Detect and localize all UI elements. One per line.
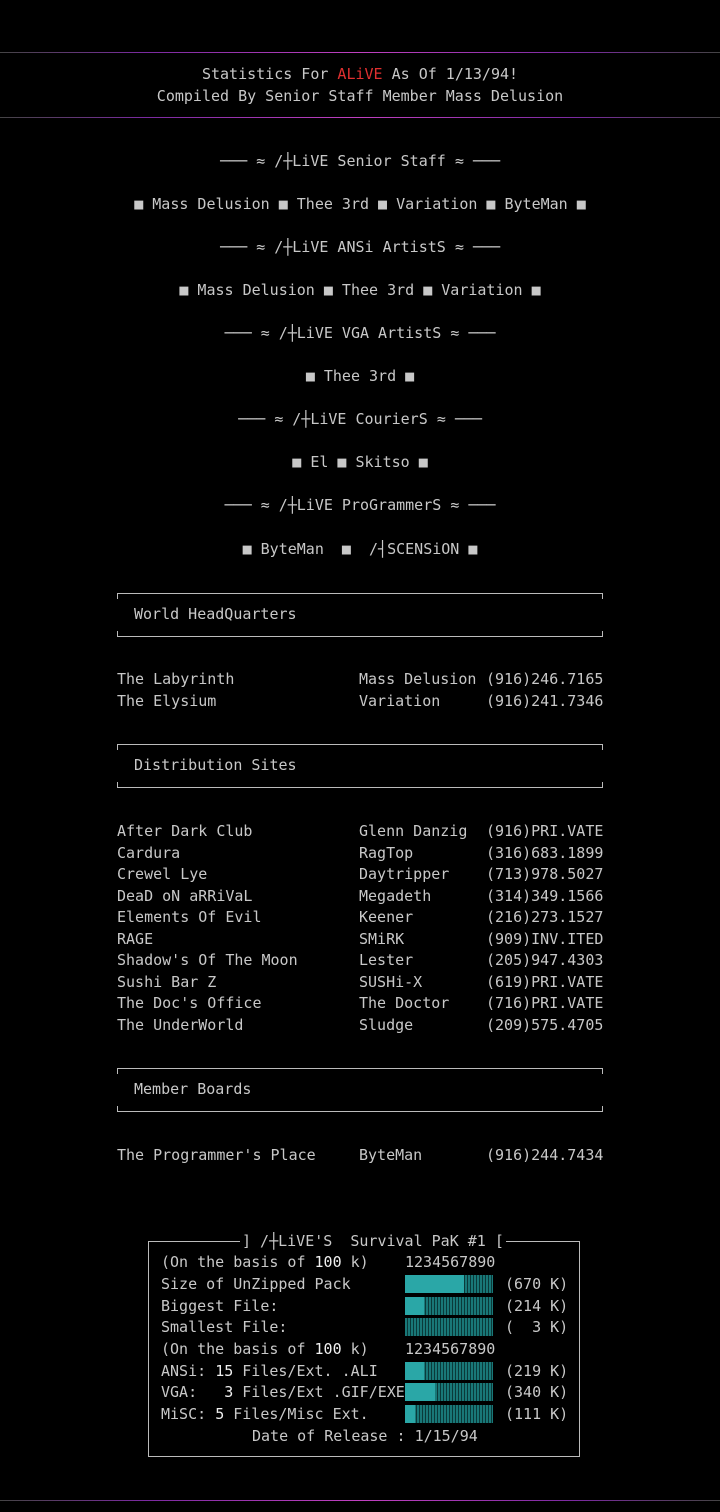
rule-tick (602, 593, 603, 599)
rule-tick (117, 1106, 118, 1112)
list-item (117, 907, 607, 928)
rule-tick (602, 1068, 603, 1074)
group-members-senior-staff: ■ Mass Delusion ■ Thee 3rd ■ Variation ■ ByteMan ■ (134, 195, 586, 213)
member-top-rule (117, 1068, 603, 1069)
rule-tick (117, 782, 118, 788)
board-name: DeaD oN aRRiVaL (117, 887, 253, 905)
top-divider (0, 52, 720, 53)
rule-tick (602, 782, 603, 788)
bottom-divider (0, 1500, 720, 1501)
sysop-name: RagTop (359, 844, 414, 862)
sysop-name: Variation (359, 692, 441, 710)
rule-tick (117, 593, 118, 599)
board-name: Crewel Lye (117, 865, 208, 883)
board-name: After Dark Club (117, 822, 253, 840)
type-bar-fill (405, 1383, 435, 1401)
list-item (117, 886, 607, 907)
sysop-name: Mass Delusion (359, 670, 477, 688)
pak-misc-value: (111 K) (505, 1405, 569, 1423)
phone-number: (314)349.1566 (486, 887, 604, 905)
phone-number: (916)241.7346 (486, 692, 604, 710)
board-name: Elements Of Evil (117, 908, 262, 926)
phone-number: (909)INV.ITED (486, 930, 604, 948)
rule-tick (602, 1106, 603, 1112)
size-bar-track (405, 1318, 493, 1336)
list-item (117, 669, 607, 690)
phone-number: (205)947.4303 (486, 951, 604, 969)
phone-number: (619)PRI.VATE (486, 973, 604, 991)
rule-tick (117, 1068, 118, 1074)
board-name: Cardura (117, 844, 181, 862)
list-item (117, 929, 607, 950)
pak-vga-value: (340 K) (505, 1383, 569, 1401)
type-bar-track (405, 1405, 493, 1423)
pak-release: Date of Release : 1/15/94 (252, 1427, 478, 1445)
dist-top-rule (117, 744, 603, 745)
phone-number: (716)PRI.VATE (486, 994, 604, 1012)
whq-bottom-rule (117, 636, 603, 637)
phone-number: (916)244.7434 (486, 1146, 604, 1164)
sysop-name: Keener (359, 908, 414, 926)
list-item (117, 972, 607, 993)
board-name: The Programmer's Place (117, 1146, 316, 1164)
sysop-name: Lester (359, 951, 414, 969)
section-title-whq: World HeadQuarters (134, 605, 297, 623)
pak-basis-line-1: (On the basis of 100 k) (161, 1253, 369, 1271)
group-members-programmers: ■ ByteMan ■ /┤SCENSiON ■ (242, 540, 478, 558)
board-name: The Doc's Office (117, 994, 262, 1012)
phone-number: (916)PRI.VATE (486, 822, 604, 840)
pak-ansi-label: ANSi: 15 Files/Ext. .ALI (161, 1362, 378, 1380)
sysop-name: Sludge (359, 1016, 414, 1034)
list-item (117, 1015, 607, 1036)
section-title-member: Member Boards (134, 1080, 252, 1098)
board-name: The UnderWorld (117, 1016, 244, 1034)
type-bar-fill (405, 1405, 415, 1423)
rule-tick (602, 631, 603, 637)
sysop-name: SUSHi-X (359, 973, 423, 991)
rule-tick (117, 631, 118, 637)
pak-biggest-label: Biggest File: (161, 1297, 279, 1315)
board-name: RAGE (117, 930, 154, 948)
group-title-programmers: ─── ≈ /┼LiVE ProGrammerS ≈ ─── (224, 496, 496, 514)
pak-smallest-label: Smallest File: (161, 1318, 288, 1336)
pak-size-label: Size of UnZipped Pack (161, 1275, 351, 1293)
phone-number: (916)246.7165 (486, 670, 604, 688)
rule-tick (117, 744, 118, 750)
sysop-name: ByteMan (359, 1146, 423, 1164)
board-name: The Labyrinth (117, 670, 235, 688)
board-name: Sushi Bar Z (117, 973, 217, 991)
pak-misc-label: MiSC: 5 Files/Misc Ext. (161, 1405, 369, 1423)
board-name: Shadow's Of The Moon (117, 951, 298, 969)
whq-top-rule (117, 593, 603, 594)
board-name: The Elysium (117, 692, 217, 710)
list-item (117, 950, 607, 971)
group-title-senior-staff: ─── ≈ /┼LiVE Senior Staff ≈ ─── (220, 152, 500, 170)
pak-basis-line-2: (On the basis of 100 k) (161, 1340, 369, 1358)
list-item (117, 843, 607, 864)
sysop-name: Glenn Danzig (359, 822, 468, 840)
sysop-name: SMiRK (359, 930, 405, 948)
sysop-name: Daytripper (359, 865, 450, 883)
phone-number: (216)273.1527 (486, 908, 604, 926)
pak-size-value: (670 K) (505, 1275, 569, 1293)
pak-title: ] /┼LiVE'S Survival PaK #1 [ (242, 1232, 504, 1250)
pak-ansi-value: (219 K) (505, 1362, 569, 1380)
list-item (117, 993, 607, 1014)
header-bottom-divider (0, 117, 720, 118)
sysop-name: The Doctor (359, 994, 450, 1012)
group-title-vga-artists: ─── ≈ /┼LiVE VGA ArtistS ≈ ─── (224, 324, 496, 342)
pak-vga-label: VGA: 3 Files/Ext .GIF/EXE (161, 1383, 405, 1401)
header-line-1: Statistics For ALiVE As Of 1/13/94! (201, 65, 519, 83)
pak-smallest-value: ( 3 K) (505, 1318, 569, 1336)
group-title-ansi-artists: ─── ≈ /┼LiVE ANSi ArtistS ≈ ─── (220, 238, 500, 256)
size-bar-fill (405, 1275, 464, 1293)
list-item (117, 864, 607, 885)
group-title-couriers: ─── ≈ /┼LiVE CourierS ≈ ─── (238, 410, 482, 428)
dist-bottom-rule (117, 787, 603, 788)
group-members-ansi-artists: ■ Mass Delusion ■ Thee 3rd ■ Variation ■ (179, 281, 541, 299)
rule-tick (602, 744, 603, 750)
header-line-2: Compiled By Senior Staff Member Mass Delusion (156, 87, 564, 105)
phone-number: (209)575.4705 (486, 1016, 604, 1034)
size-bar-fill (405, 1297, 424, 1315)
section-title-dist: Distribution Sites (134, 756, 297, 774)
phone-number: (713)978.5027 (486, 865, 604, 883)
phone-number: (316)683.1899 (486, 844, 604, 862)
pak-scale-1: 1234567890 (405, 1253, 496, 1271)
member-bottom-rule (117, 1111, 603, 1112)
list-item (117, 691, 607, 712)
pak-scale-2: 1234567890 (405, 1340, 496, 1358)
list-item (117, 821, 607, 842)
group-members-couriers: ■ El ■ Skitso ■ (292, 453, 428, 471)
sysop-name: Megadeth (359, 887, 432, 905)
list-item (117, 1145, 607, 1166)
group-members-vga-artists: ■ Thee 3rd ■ (305, 367, 415, 385)
type-bar-fill (405, 1362, 424, 1380)
alive-logo-text: ALiVE (337, 65, 383, 83)
pak-biggest-value: (214 K) (505, 1297, 569, 1315)
